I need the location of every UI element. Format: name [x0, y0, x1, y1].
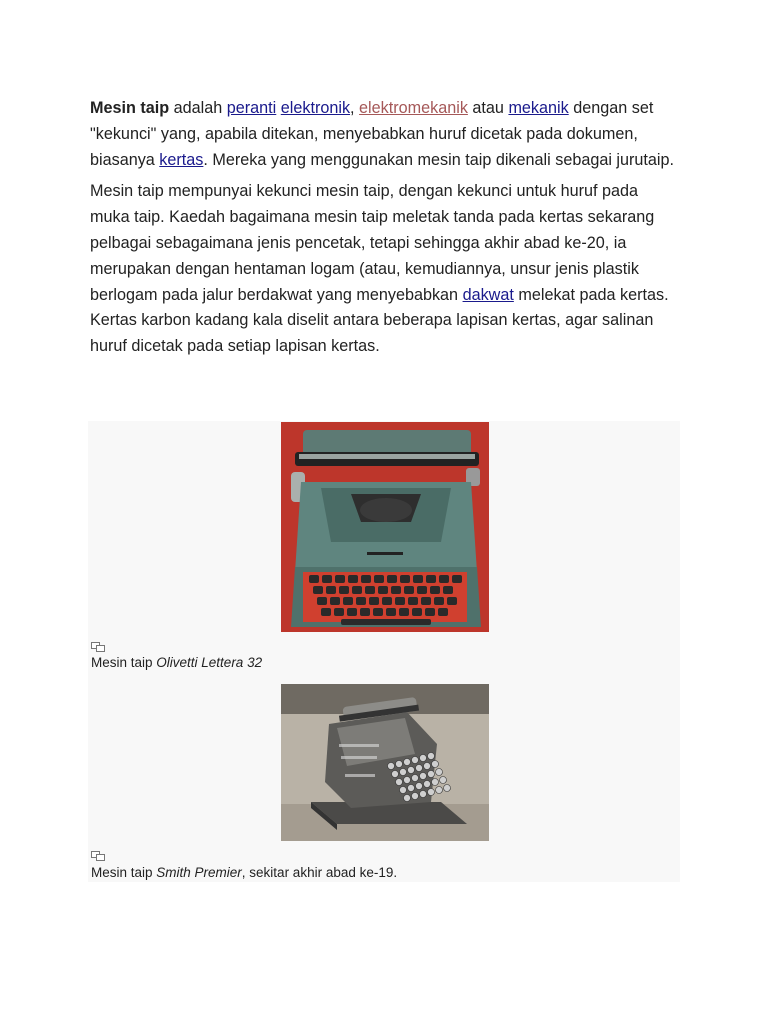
caption-text: Mesin taip: [91, 655, 157, 670]
link-elektronik[interactable]: elektronik: [280, 99, 351, 117]
term-mesin-taip: Mesin taip: [90, 99, 170, 117]
link-mekanik[interactable]: mekanik: [508, 99, 569, 117]
paragraph-intro: [90, 96, 680, 173]
text-run: ,: [350, 99, 360, 117]
typewriter-illustration: [281, 422, 489, 632]
text-run: adalah: [169, 99, 227, 117]
antique-typewriter-illustration: [281, 684, 489, 841]
link-peranti[interactable]: peranti: [226, 99, 277, 117]
text-run: dengan set "kekunci" yang, apabila ditekan, menyebabkan huruf dicetak pada dokumen, biasanya: [90, 99, 654, 169]
photo-smith-premier-typewriter[interactable]: [281, 684, 489, 841]
caption-model-name: Smith Premier: [156, 865, 242, 880]
article-body: [90, 96, 680, 366]
link-dakwat[interactable]: dakwat: [462, 285, 514, 304]
paragraph-mechanism: [90, 179, 680, 360]
link-kertas[interactable]: kertas: [159, 150, 204, 169]
caption-model-name: Olivetti Lettera 32: [156, 655, 263, 670]
text-run: . Mereka yang menggunakan mesin taip dikenali sebagai jurutaip.: [203, 150, 675, 169]
magnify-clip-icon[interactable]: [91, 642, 105, 652]
link-elektromekanik[interactable]: elektromekanik: [359, 99, 468, 117]
text-run: Mesin taip mempunyai kekunci mesin taip, dengan kekunci untuk huruf pada muka taip. Kaedah bagaimana mesin taip meletak tanda pada kertas sekarang pelbagai sebagaimana jenis pencetak, tetapi sehingga akhir abad ke-20, ia merupakan dengan hentaman logam (atau, kemudiannya, unsur jenis plastik berlogam pada jalur berdakwat yang menyebabkan: [90, 182, 655, 304]
caption-smith-premier: [91, 865, 397, 880]
caption-text: Mesin taip: [91, 865, 157, 880]
text-run: melekat pada kertas. Kertas karbon kadang kala diselit antara beberapa lapisan kertas, agar salinan huruf dicetak pada setiap lapisan kertas.: [90, 285, 669, 356]
figure-gallery: [88, 421, 680, 882]
text-run: atau: [467, 99, 509, 117]
caption-olivetti: [91, 655, 262, 670]
magnify-clip-icon[interactable]: [91, 851, 105, 861]
caption-text: , sekitar akhir abad ke-19.: [241, 865, 398, 880]
photo-olivetti-typewriter[interactable]: [281, 422, 489, 632]
